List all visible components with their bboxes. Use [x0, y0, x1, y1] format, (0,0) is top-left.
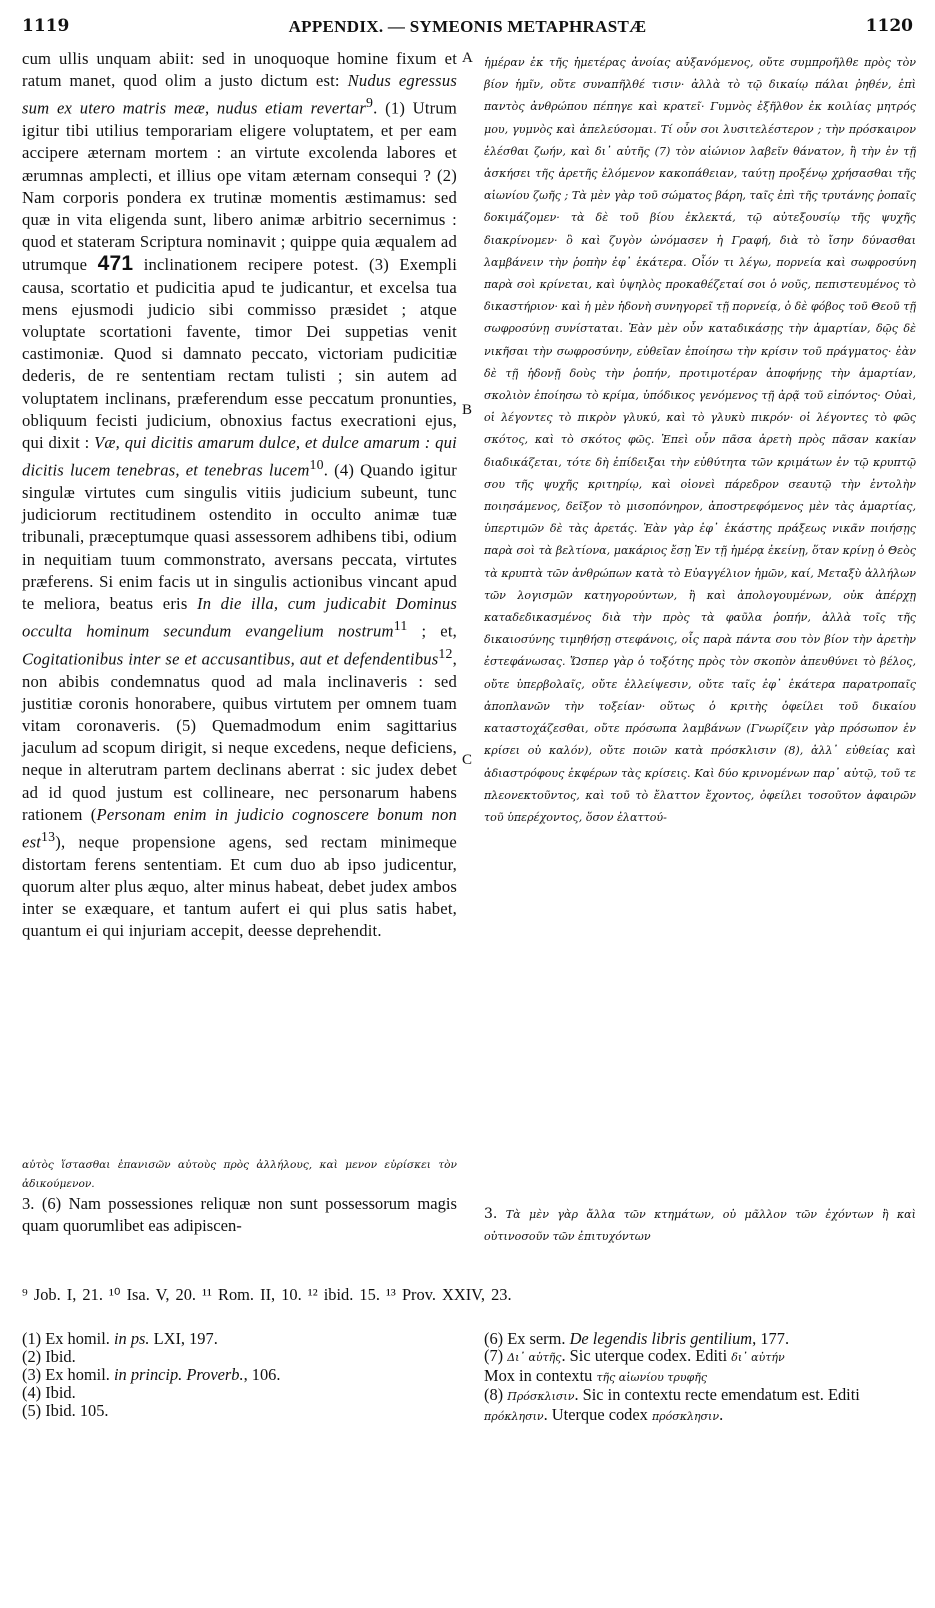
note-item: (3) Ex homil. in princip. Proverb., 106. [22, 1365, 281, 1384]
latin-section-3: 3. (6) Nam possessiones reliquæ non sunt possessorum magis quam quorumlibet eas adipiscen- [22, 1194, 457, 1236]
note-item: (8) Πρόσκλισιν. Sic in contextu recte emendatum est. Editi πρόκλησιν. Uterque codex πρόσκλησιν. [484, 1385, 860, 1424]
footnote-ref: 11 [393, 618, 408, 634]
margin-letter-b: B [462, 402, 473, 418]
latin-quote: Væ, qui dicitis amarum dulce, et dulce amarum : qui dicitis lucem tenebras, et tenebras lucem [22, 432, 457, 480]
running-header [22, 16, 913, 40]
footnote-ref: 12 [438, 645, 453, 661]
footnote-ref: 13 [41, 829, 56, 845]
section-number: 3. [484, 1206, 498, 1222]
latin-quote: Nudus egressus sum ex utero matris meæ, nudus etiam revertar [22, 71, 457, 118]
page-number-right: 1120 [865, 16, 913, 36]
greek-text: Τὰ μὲν γὰρ ἄλλα τῶν κτημάτων, οὐ μᾶλλον τῶν ἐχόντων ἢ καὶ οὑτινοσοῦν τῶν ἐπιτυχόντων [484, 1208, 916, 1244]
latin-quote: Personam enim in judicio cognoscere bonum non est [22, 804, 457, 852]
margin-letter-c: C [462, 752, 473, 768]
latin-paragraph [22, 48, 457, 943]
note-item: (4) Ibid. [22, 1383, 76, 1402]
greek-carryover-left: αὐτὸς ἵστασθαι ἐπανισῶν αὐτοὺς πρὸς ἀλλήλους, καὶ μενον εὑρίσκει τὸν ἀδικούμενον. [22, 1159, 457, 1190]
latin-quote: Cogitationibus inter se et accusantibus, aut et defendentibus [22, 649, 439, 669]
margin-letter-a: A [462, 50, 473, 66]
page-title: APPENDIX. — SYMEONIS METAPHRASTÆ [288, 17, 647, 36]
note-item: (2) Ibid. [22, 1347, 76, 1366]
latin-text: , non abibis condemnatus quod ad mala inclinaveris : sed justitiæ coronis honorabere, quibus virtutem per omnem tuam vitam coronaveris. (5) Quemadmodum enim sagittarius jaculum ad scopum dirigit, si neque excedens, neque deficiens, neque in alterutram partem declinans aberrat : sic judex debet ad id quod justum est collineare, nec personarum habens rationem ( [22, 649, 457, 824]
notes-right [484, 1330, 916, 1425]
latin-text: cum ullis unquam abiit: sed in unoquoque homine fixum et ratum manet, quod olim a justo dictum est: [22, 49, 457, 91]
note-item: (7) Δι᾽ αὐτῆς. Sic uterque codex. Editi δι᾽ αὐτήν Mox in contextu τῆς αἰωνίου τρυφῆς [484, 1346, 785, 1385]
latin-text: . (1) Utrum igitur tibi utilius temporariam eligere voluptatem, et per eam accipere æternam mortem : an virtute excolenda labores et ærumnas amplecti, et illius ope vitam æternam consequi ? (2) Nam corporis pondera ex trutinæ momentis æstimamus: sed quæ in vita eligenda sunt, libero animæ arbitrio secernimus : quod et stateram Scriptura nominavit ; quippe quia æqualem ad utrumque [22, 98, 458, 275]
latin-column [22, 48, 457, 943]
page-number-left: 1119 [22, 16, 70, 36]
note-item: (1) Ex homil. in ps. LXI, 197. [22, 1329, 218, 1348]
latin-quote: In die illa, cum judicabit Dominus occulta hominum secundum evangelium nostrum [22, 593, 457, 641]
latin-text: ; et, [407, 621, 458, 641]
note-item: (6) Ex serm. De legendis libris gentilium, 177. [484, 1329, 790, 1348]
greek-section-3 [484, 1203, 916, 1248]
scripture-footnotes: ⁹ Job. I, 21. ¹⁰ Isa. V, 20. ¹¹ Rom. II, 10. ¹² ibid. 15. ¹³ Prov. XXIV, 23. [22, 1285, 512, 1304]
latin-text: . (4) Quando igitur singulæ virtutes cum singulis vitiis judicium subeunt, tunc judiciorum rectitudinem ostendito in occulto animæ tuæ tribunali, præceptumque quasi assessorem adhibens tibi, odium in nequitiam tuum commonstrato, aversans peccata, virtutes præferens. Si enim facis ut in singulis actionibus vincant apud te meliora, beatus eris [22, 460, 457, 613]
greek-paragraph: ἡμέραν ἐκ τῆς ἡμετέρας ἀνοίας αὐξανόμενος, οὔτε συμπροῆλθε πρὸς τὸν βίον ἡμῖν, οὔτε συναπῆλθέ τισιν· ἀλλὰ τὸ τῷ δικαίῳ πάλαι ῥηθέν, ἐπὶ παντὸς ἀνθρώπου πέπηγε καὶ κρατεῖ· Γυμνὸς ἐξῆλθον ἐκ κοιλίας μητρός μου, γυμνὸς καὶ ἀπελεύσομαι. Τί οὖν σοι λυσιτελέστερον ; τὴν πρόσκαιρον ἑλέσθαι ζωήν, καὶ δι᾽ αὐτῆς (7) τὸν αἰώνιον λαβεῖν θάνατον, ἢ τὴν ἐν τῇ ἀσκήσει τῆς ἀρετῆς ἑλόμενον κακοπάθειαν, ταύτῃ προξένῳ χρήσασθαι τῆς αἰωνίου ζωῆς ; Τὰ μὲν γὰρ τοῦ σώματος βάρη, ταῖς ἐπὶ τῆς τρυτάνης ῥοπαῖς δοκιμάζομεν· τὰ δὲ τοῦ βίου ἐκλεκτά, τῷ αὐτεξουσίῳ τῆς ψυχῆς διακρίνομεν· ὃ καὶ ζυγὸν ὠνόμασεν ἡ Γραφή, διὰ τὸ ἴσην δύνασθαι λαμβάνειν τὴν ῥοπὴν ἐφ᾽ ἑκάτερα. Οἷόν τι λέγω, πορνεία καὶ σωφροσύνη παρὰ σοὶ κρίνεται, καὶ ὑψηλὸς προκαθέζεταί σοι ὁ νοῦς, πεπιστευμένος τὸ δικαστήριον· καὶ ἡ μὲν ἡδονὴ συνηγορεῖ τῇ πορνείᾳ, ὁ δὲ φόβος τοῦ Θεοῦ τῇ σωφροσύνῃ συνίσταται. Ἐὰν μὲν οὖν καταδικάσῃς τὴν ἁμαρτίαν, δῷς δὲ νικῆσαι τὴν σωφροσύνην, εὐθεῖαν ἐποίησω τὴν κρίσιν τοῦ πράγματος· ἐὰν δὲ τῇ ἡδονῇ δοὺς τὴν ῥοπήν, προτιμοτέραν ἀποφήνῃς τὴν ἁμαρτίαν, σκολιὸν ἐποίησω τὸ κρίμα, ὑπόδικος γενόμενος τῇ ἀρᾷ τοῦ εἰπόντος· Οὐαὶ, οἱ λέγοντες τὸ πικρὸν γλυκύ, καὶ τὸ γλυκὺ πικρόν· οἱ λέγοντες τὸ φῶς σκότος, καὶ τὸ σκότος φῶς. Ἐπεὶ οὖν πᾶσα ἀρετὴ πρὸς πᾶσαν κακίαν διαδικάζεται, τότε δὴ ἐπίδειξαι τὴν εὐθύτητα τῶν κριμάτων ἐν τῷ κρυπτῷ σου τῆς ψυχῆς κριτηρίῳ, καὶ οἱονεὶ πάρεδρον σεαυτῷ τὴν ἐντολὴν ποιησάμενος, δεῖξον τὸ μισοπόνηρον, ἀποστρεφόμενος μὲν τὰς ἁμαρτίας, ὑπερτιμῶν δὲ τὰς ἀρετάς. Ἐὰν γὰρ ἐφ᾽ ἑκάστης πράξεως νικᾶν ποιήσῃς παρὰ σοὶ τὰ βελτίονα, μακάριος ἔσῃ Ἐν τῇ ἡμέρᾳ ἐκείνῃ, ὅταν κρίνῃ ὁ Θεὸς τὰ κρυπτὰ τῶν ἀνθρώπων κατὰ τὸ Εὐαγγέλιον ἡμῶν, καί, Μεταξὺ ἀλλήλων τῶν λογισμῶν κατηγορούντων, ἢ καὶ ἀπολογουμένων, οὐκ ἀπέρχῃ καταδεδικασμένος διὰ τὴν πρὸς τὰ φαῦλα ῥοπήν, ἀλλὰ τοῖς τῆς δικαιοσύνης τιμηθήσῃ στεφάνοις, οἷς παρὰ πάντα σου τὸν βίον τὴν ἀρετὴν ἐστεφάνωσας. Ὥσπερ γὰρ ὁ τοξότης πρὸς τὸν σκοπὸν ἀπευθύνει τὸ βέλος, οὔτε ὑπερβολαῖς, οὔτε ἐλλείψεσιν, οὔτε ταῖς ἐφ᾽ ἑκάτερα παρατροπαῖς ἀποπλανῶν τὴν τοξείαν· οὕτως ὁ κριτὴς ὀφείλει τοῦ δικαίου καταστοχάζεσθαι, οὔτε πρόσωπα λαμβάνων (Γνωρίζειν γὰρ πρόσωπον ἐν κρίσει οὐ καλόν), οὔτε ποιῶν κατὰ πρόσκλισιν (8), ἀλλ᾽ εὐθείας καὶ ἀδιαστρόφους ἐκφέρων τὰς κρίσεις. Καὶ δύο κρινομένων παρ᾽ αὐτῷ, τοῦ τε πλεονεκτοῦντος, καὶ τοῦ τὸ ἔλαττον ἔχοντος, ὀφείλει τοσοῦτον ἀφαιρῶν τοῦ ὑπερέχοντος, ὅσον ἐλαττού- [484, 56, 916, 824]
footnote-ref: 10 [309, 457, 324, 473]
footnote-ref: 9 [366, 95, 374, 111]
note-item: (5) Ibid. 105. [22, 1401, 109, 1420]
greek-column [484, 52, 916, 829]
notes-left [22, 1330, 442, 1420]
latin-text: ), neque propensione agens, sed rectam minimeque distortam ferens sententiam. Et cum duo ab ipso judicentur, quorum alter plus æquo, alter minus habeat, debet judex ambos inter se exæquare, et tantum aufert ei qui plus satis habet, quantum ei qui injuriam accepit, deesse deprehendit. [22, 832, 457, 941]
latin-text: inclinationem recipere potest. (3) Exempli causa, scortatio et pudicitia apud te judicantur, et excelsa tua mens ejusmodi judicio sibi commisso præsidet ; atque voluptate scortationi favente, timor Dei suppetias venit castimoniæ. Quod si damnato peccato, victoriam pudicitiæ dederis, de re sententiam rectam tulisti ; sin autem ad voluptatem inclinans, præferendum esse peccatum pronunties, obliquum fecisti judicium, obnoxius factus execrationi ejus, qui dixit : [22, 255, 458, 452]
column-number: 471 [97, 252, 134, 276]
